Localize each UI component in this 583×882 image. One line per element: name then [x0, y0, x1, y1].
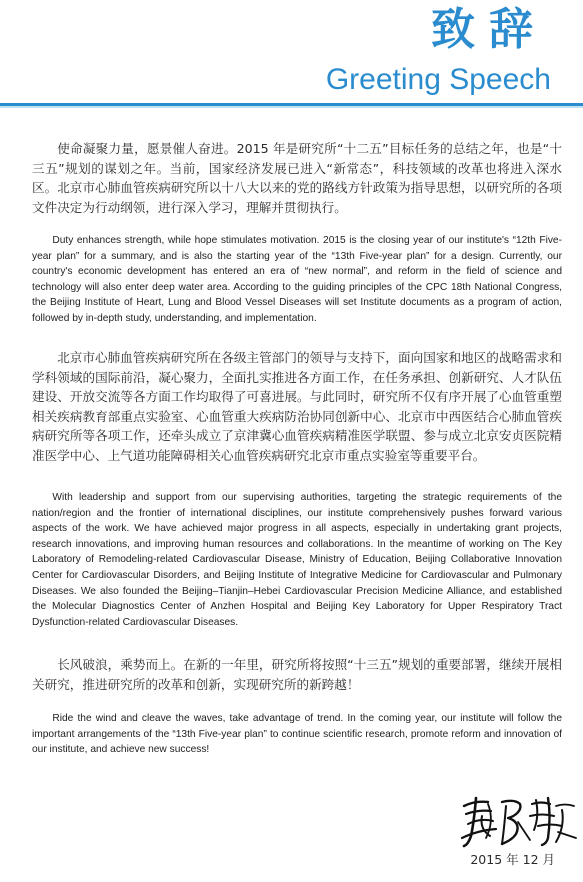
handwritten-signature-icon	[458, 792, 578, 848]
paragraph-english-1: Duty enhances strength, while hope stimulates motivation. 2015 is the closing year of our institute's “12th Five-year plan” for a summary, and is also the starting year of the “13th Five-year plan” for a design. Currently, our country's economic development has entered an era of “new normal”, and reform in the field of science and technology will also enter deep water area. According to the guiding principles of the CPC 18th National Congress, the Beijing Institute of Heart, Lung and Blood Vessel Diseases will set Institute documents as a program of action, followed by in-depth study, understanding, and implementation.	[32, 235, 562, 324]
paragraph-chinese-2: 北京市心肺血管疾病研究所在各级主管部门的领导与支持下，面向国家和地区的战略需求和学科领域的国际前沿，凝心聚力，全面扎实推进各方面工作，在任务承担、创新研究、人才队伍建设、开放交流等各方面工作均取得了可喜进展。与此同时，研究所不仅有序开展了心血管重塑相关疾病教育部重点实验室、心血管重大疾病防治协同创新中心、北京市中西医结合心肺血管疾病研究所等各项工作，还牵头成立了京津冀心血管疾病精准医学联盟、参与成立北京安贞医院精准医学中心、上气道功能障碍相关心血管疾病研究北京市重点实验室等重要平台。	[32, 350, 562, 463]
paragraph-english-2: With leadership and support from our supervising authorities, targeting the strategic requirements of the nation/region and the frontier of international disciplines, our institute comprehensively pushes forward various aspects of the work. We have achieved major progress in all aspects, especially in undertaking grant projects, research innovations, and improving human resources and collaborations. In the meantime of working on The Key Laboratory of Remodeling-related Cardiovascular Disease, Ministry of Education, Beijing Collaborative Innovation Center for Cardiovascular Disorders, and Beijing Institute of Integrative Medicine for Cardiovascular and Pulmonary Diseases. We also founded the Beijing–Tianjin–Hebei Cardiovascular Precision Medicine Alliance, and established the Molecular Diagnostics Center of Anzhen Hospital and Beijing Key Laboratory for Upper Respiratory Tract Dysfunction-related Cardiovascular Diseases.	[32, 492, 562, 628]
paragraph-chinese-3: 长风破浪，乘势而上。在新的一年里，研究所将按照“十三五”规划的重要部署，继续开展相关研究，推进研究所的改革和创新，实现研究所的新跨越！	[32, 657, 562, 692]
page-title-english: Greeting Speech	[325, 63, 551, 96]
title-divider	[0, 103, 583, 108]
paragraph-chinese-1: 使命凝聚力量，愿景催人奋进。2015 年是研究所“十二五”目标任务的总结之年，也是“十三五”规划的谋划之年。当前，国家经济发展已进入“新常态”，科技领域的改革也将进入深水区。北京市心肺血管疾病研究所以十八大以来的党的路线方针政策为指导思想，以研究所的各项文件决定为行动纲领，进行深入学习，理解并贯彻执行。	[32, 141, 562, 215]
page-title-chinese: 致辞	[431, 4, 547, 55]
paragraph-english-3: Ride the wind and cleave the waves, take advantage of trend. In the coming year, our institute will follow the important arrangements of the “13th Five-year plan” to continue scientific research, promote reform and innovation of our institute, and achieve new success!	[32, 713, 562, 756]
signature-date: 2015 年 12 月	[470, 852, 555, 867]
